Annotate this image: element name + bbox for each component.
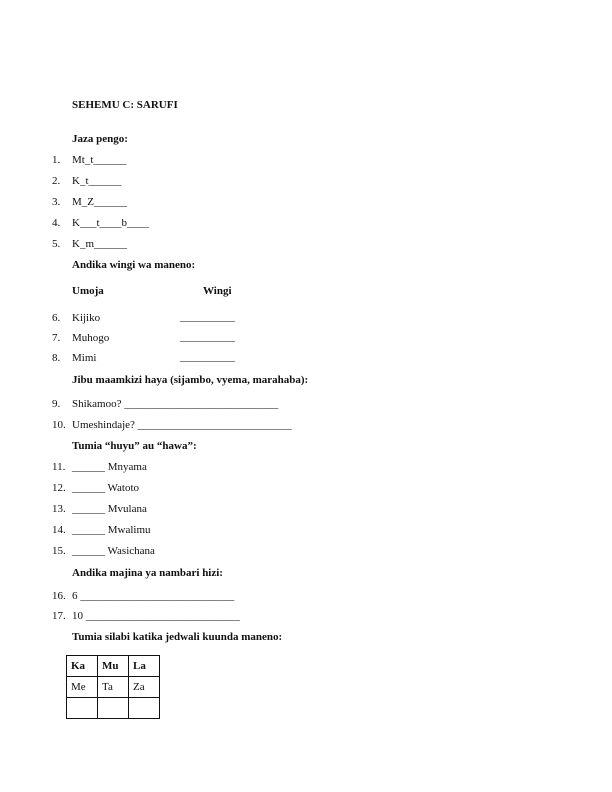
answer-blank[interactable]: __________ [180,311,235,323]
item-number: 17. [52,610,66,622]
part6-heading: Tumia silabi katika jedwali kuunda maneno: [72,631,283,643]
question-item: Mimi [72,352,97,364]
item-number: 15. [52,545,66,557]
question-item: 6 ____________________________ [72,590,235,602]
item-number: 1. [52,154,61,166]
item-number: 10. [52,419,66,431]
part2-heading: Andika wingi wa maneno: [72,259,196,271]
table-cell: Ta [98,677,129,698]
question-item: ______ Wasichana [72,545,155,557]
answer-blank[interactable]: __________ [180,351,235,363]
item-number: 8. [52,352,61,364]
item-number: 2. [52,175,61,187]
item-number: 5. [52,238,61,250]
item-number: 9. [52,398,61,410]
item-number: 4. [52,217,61,229]
question-item: Umeshindaje? ____________________________ [72,419,292,431]
question-item: ______ Watoto [72,482,140,494]
table-cell: Za [129,677,160,698]
table-cell-empty[interactable] [129,698,160,719]
question-item: K_t______ [72,175,122,187]
item-number: 16. [52,590,66,602]
question-item: ______ Mwalimu [72,524,151,536]
part5-heading: Andika majina ya nambari hizi: [72,567,223,579]
table-cell: La [129,656,160,677]
item-number: 11. [52,461,66,473]
question-item: K___t____b____ [72,217,149,229]
question-item: ______ Mvulana [72,503,147,515]
item-number: 13. [52,503,66,515]
part3-heading: Jibu maamkizi haya (sijambo, vyema, marahaba): [72,374,309,386]
table-cell: Me [67,677,98,698]
part4-heading: Tumia “huyu” au “hawa”: [72,440,197,452]
column-umoja: Umoja [72,285,104,297]
question-item: M_Z______ [72,196,127,208]
item-number: 12. [52,482,66,494]
question-item: Kijiko [72,312,101,324]
question-item: Shikamoo? ____________________________ [72,398,279,410]
question-item: Mt_t______ [72,154,127,166]
item-number: 6. [52,312,61,324]
answer-blank[interactable]: __________ [180,331,235,343]
item-number: 3. [52,196,61,208]
table-cell: Ka [67,656,98,677]
question-item: K_m______ [72,238,127,250]
table-row [67,677,160,698]
item-number: 7. [52,332,61,344]
table-cell-empty[interactable] [67,698,98,719]
part1-heading: Jaza pengo: [72,133,128,145]
column-wingi: Wingi [203,285,232,297]
table-row [67,698,160,719]
question-item: Muhogo [72,332,110,344]
table-cell-empty[interactable] [98,698,129,719]
syllable-table [66,655,160,719]
question-item: ______ Mnyama [72,461,147,473]
table-row [67,656,160,677]
item-number: 14. [52,524,66,536]
section-title: SEHEMU C: SARUFI [72,99,178,111]
question-item: 10 ____________________________ [72,610,240,622]
table-cell: Mu [98,656,129,677]
